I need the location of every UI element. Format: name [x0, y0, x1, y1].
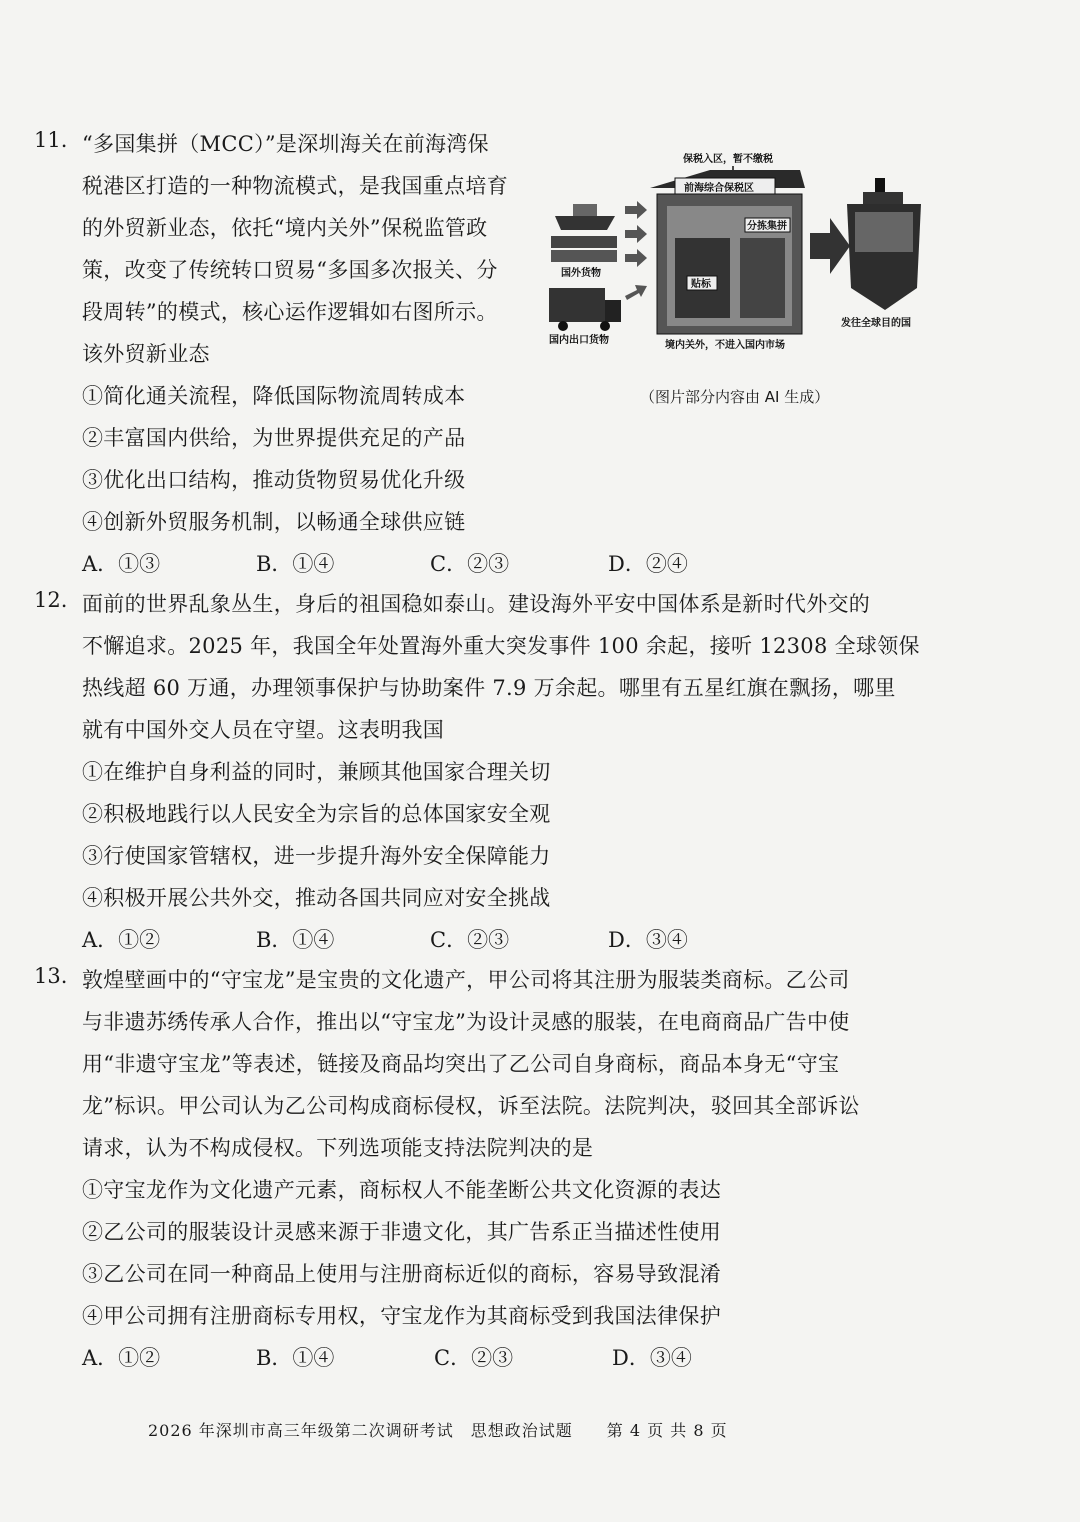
sorting-label: 分拣集拼: [747, 221, 787, 232]
question-stem-line: 用“非遗守宝龙”等表述，链接及商品均突出了乙公司自身商标，商品本身无“守宝: [82, 1052, 840, 1076]
destination-label: 发往全球目的国: [841, 318, 911, 329]
answer-option-a: A．①②: [82, 928, 161, 952]
answer-option-a: A．①②: [82, 1346, 161, 1370]
answer-option-d: D．③④: [612, 1346, 692, 1370]
question-stem-line: 段周转”的模式，核心运作逻辑如右图所示。: [82, 300, 498, 324]
figure-caption: （图片部分内容由 AI 生成）: [640, 388, 830, 406]
statement-item: ③优化出口结构，推动货物贸易优化升级: [82, 468, 466, 492]
bonded-zone-building-icon: [650, 170, 805, 334]
bonded-entry-label: 保税入区，暂不缴税: [683, 154, 773, 165]
question-stem-line: 请求，认为不构成侵权。下列选项能支持法院判决的是: [82, 1136, 594, 1160]
question-stem-line: “多国集拼（MCC）”是深圳海关在前海湾保: [82, 132, 489, 156]
question-stem-line: 税港区打造的一种物流模式，是我国重点培育: [82, 174, 508, 198]
statement-item: ④甲公司拥有注册商标专用权，守宝龙作为其商标受到我国法律保护: [82, 1304, 721, 1328]
statement-item: ④创新外贸服务机制，以畅通全球供应链: [82, 510, 466, 534]
statement-item: ③乙公司在同一种商品上使用与注册商标近似的商标，容易导致混淆: [82, 1262, 721, 1286]
question-stem-line: 面前的世界乱象丛生，身后的祖国稳如泰山。建设海外平安中国体系是新时代外交的: [82, 592, 871, 616]
container-ship-icon: [847, 178, 921, 310]
question-stem-line: 该外贸新业态: [82, 342, 210, 366]
cargo-ship-icon: [555, 204, 615, 230]
question-number: 13.: [34, 964, 68, 988]
mcc-logistics-diagram: [545, 148, 935, 358]
answer-option-c: C．②③: [430, 552, 510, 576]
statement-item: ②积极地践行以人民安全为宗旨的总体国家安全观: [82, 802, 551, 826]
statement-item: ④积极开展公共外交，推动各国共同应对安全挑战: [82, 886, 551, 910]
statement-item: ①在维护自身利益的同时，兼顾其他国家合理关切: [82, 760, 551, 784]
truck-icon: [549, 288, 621, 331]
bonded-zone-label: 前海综合保税区: [684, 183, 754, 194]
foreign-goods-label: 国外货物: [561, 268, 601, 279]
question-stem-line: 热线超 60 万通，办理领事保护与协助案件 7.9 万余起。哪里有五星红旗在飘扬，哪里: [82, 676, 896, 700]
answer-option-b: B．①④: [256, 1346, 335, 1370]
answer-option-d: D．③④: [608, 928, 688, 952]
page-footer: 2026 年深圳市高三年级第二次调研考试 思想政治试题 第 4 页 共 8 页: [148, 1421, 728, 1440]
container-stack-icon: [551, 236, 617, 262]
question-stem-line: 龙”标识。甲公司认为乙公司构成商标侵权，诉至法院。法院判决，驳回其全部诉讼: [82, 1094, 860, 1118]
answer-option-d: D．②④: [608, 552, 688, 576]
question-stem-line: 就有中国外交人员在守望。这表明我国: [82, 718, 445, 742]
statement-item: ①守宝龙作为文化遗产元素，商标权人不能垄断公共文化资源的表达: [82, 1178, 721, 1202]
answer-option-b: B．①④: [256, 552, 335, 576]
question-stem-line: 与非遗苏绣传承人合作，推出以“守宝龙”为设计灵感的服装，在电商商品广告中使: [82, 1010, 850, 1034]
inbound-arrow-icon: [625, 201, 647, 300]
statement-item: ②丰富国内供给，为世界提供充足的产品: [82, 426, 466, 450]
question-number: 12.: [34, 588, 68, 612]
question-stem-line: 的外贸新业态，依托“境内关外”保税监管政: [82, 216, 488, 240]
answer-option-c: C．②③: [430, 928, 510, 952]
question-stem-line: 不懈追求。2025 年，我国全年处置海外重大突发事件 100 余起，接听 12308 全球领保: [82, 634, 920, 658]
answer-option-a: A．①③: [82, 552, 161, 576]
statement-item: ③行使国家管辖权，进一步提升海外安全保障能力: [82, 844, 551, 868]
question-stem-line: 敦煌壁画中的“守宝龙”是宝贵的文化遗产，甲公司将其注册为服装类商标。乙公司: [82, 968, 850, 992]
outside-customs-label: 境内关外，不进入国内市场: [665, 340, 785, 351]
statement-item: ②乙公司的服装设计灵感来源于非遗文化，其广告系正当描述性使用: [82, 1220, 721, 1244]
question-number: 11.: [34, 128, 68, 152]
outbound-arrow-icon: [810, 218, 850, 274]
statement-item: ①简化通关流程，降低国际物流周转成本: [82, 384, 466, 408]
answer-option-c: C．②③: [434, 1346, 514, 1370]
question-stem-line: 策，改变了传统转口贸易“多国多次报关、分: [82, 258, 498, 282]
labeling-label: 贴标: [691, 279, 711, 290]
answer-option-b: B．①④: [256, 928, 335, 952]
domestic-goods-label: 国内出口货物: [549, 335, 609, 346]
